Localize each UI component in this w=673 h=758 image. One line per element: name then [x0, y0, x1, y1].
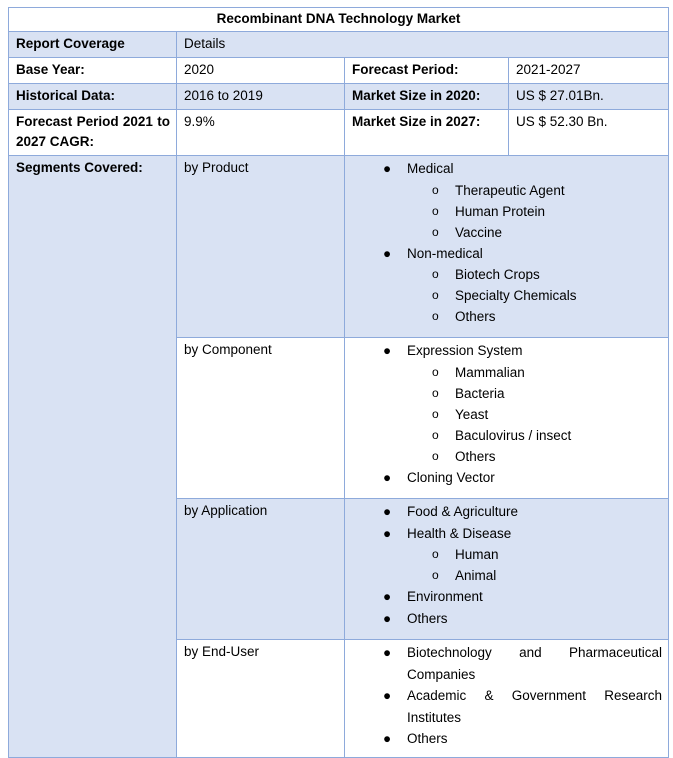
bullet-icon: ●: [383, 161, 392, 176]
sub-list-item-label: Baculovirus / insect: [455, 427, 572, 443]
circle-bullet-icon: o: [432, 224, 439, 239]
list-item-label: Non-medical: [407, 245, 483, 261]
historical-data-value: 2016 to 2019: [177, 84, 345, 110]
market-size-2020-value: US $ 27.01Bn.: [509, 84, 669, 110]
sub-list-item-label: Bacteria: [455, 385, 505, 401]
sub-list-item: [407, 180, 662, 201]
base-year-value: 2020: [177, 58, 345, 84]
segment-group-items: [345, 499, 669, 640]
header-report-coverage: Report Coverage: [9, 32, 177, 58]
sub-list-item: [407, 425, 662, 446]
bullet-icon: ●: [383, 245, 392, 261]
segment-group-name: by Component: [177, 338, 345, 499]
sub-list-item: [407, 285, 662, 306]
sub-list-item-label: Human Protein: [455, 203, 546, 219]
circle-bullet-icon: o: [432, 547, 439, 561]
sub-list-item-label: Yeast: [455, 406, 489, 422]
bullet-icon: ●: [383, 589, 392, 604]
list-item: [352, 608, 662, 630]
list-item: [352, 685, 662, 728]
circle-bullet-icon: o: [432, 267, 439, 281]
market-report-table: [8, 7, 669, 758]
cagr-label: Forecast Period 2021 to 2027 CAGR:: [9, 110, 177, 156]
cagr-value: 9.9%: [177, 110, 345, 156]
historical-data-label: Historical Data:: [9, 84, 177, 110]
list-item: [352, 728, 662, 750]
circle-bullet-icon: o: [432, 203, 439, 218]
bullet-icon: ●: [383, 504, 392, 519]
sub-list-item-label: Others: [455, 448, 496, 464]
sub-list-item-label: Therapeutic Agent: [455, 182, 565, 198]
sub-list-item: [407, 565, 662, 586]
list-item: [352, 642, 662, 685]
sub-list-item: [407, 201, 662, 222]
list-item: [352, 243, 662, 328]
forecast-period-value: 2021-2027: [509, 58, 669, 84]
base-year-label: Base Year:: [9, 58, 177, 84]
segment-group-name: by Product: [177, 156, 345, 338]
sub-list-item-label: Mammalian: [455, 364, 525, 380]
sub-list-item-label: Vaccine: [455, 224, 503, 240]
sub-list-item-label: Others: [455, 309, 496, 324]
sub-list-item-label: Human: [455, 547, 499, 562]
list-item-label: Others: [407, 731, 448, 746]
list-item: [352, 467, 662, 489]
bullet-icon: ●: [383, 731, 392, 746]
list-item-label: Health & Disease: [407, 525, 512, 541]
list-item: [352, 501, 662, 523]
sub-list-item-label: Biotech Crops: [455, 267, 540, 282]
segment-group-name: by End-User: [177, 640, 345, 758]
segment-group-items: [345, 156, 669, 338]
sub-list-item: [407, 544, 662, 565]
list-item: [352, 523, 662, 587]
sub-list-item: [407, 222, 662, 243]
sub-list-item-label: Specialty Chemicals: [455, 288, 577, 303]
circle-bullet-icon: o: [432, 427, 439, 442]
list-item-label: Cloning Vector: [407, 469, 495, 485]
segment-group-items: [345, 640, 669, 758]
bullet-icon: ●: [383, 343, 392, 358]
sub-list-item: [407, 383, 662, 404]
sub-list-item: [407, 264, 662, 285]
segment-group-items: [345, 338, 669, 499]
list-item-label: Academic & Government Research Institutes: [407, 688, 663, 725]
segments-covered-label: Segments Covered:: [9, 156, 177, 758]
sub-list-item: [407, 362, 662, 383]
circle-bullet-icon: o: [432, 309, 439, 323]
header-details: Details: [177, 32, 669, 58]
list-item-label: Environment: [407, 589, 483, 604]
list-item-label: Others: [407, 610, 448, 626]
list-item-label: Medical: [407, 161, 454, 176]
sub-list-item-label: Animal: [455, 568, 497, 583]
bullet-icon: ●: [383, 525, 392, 541]
bullet-icon: ●: [383, 469, 392, 485]
circle-bullet-icon: o: [432, 568, 439, 582]
circle-bullet-icon: o: [432, 364, 439, 379]
list-item-label: Food & Agriculture: [407, 504, 519, 519]
market-size-2020-label: Market Size in 2020:: [345, 84, 509, 110]
forecast-period-label: Forecast Period:: [345, 58, 509, 84]
circle-bullet-icon: o: [432, 406, 439, 421]
sub-list-item: [407, 404, 662, 425]
circle-bullet-icon: o: [432, 385, 439, 400]
list-item: [352, 340, 662, 467]
circle-bullet-icon: o: [432, 448, 439, 463]
list-item-label: Expression System: [407, 343, 523, 358]
bullet-icon: ●: [383, 688, 392, 703]
bullet-icon: ●: [383, 610, 392, 626]
bullet-icon: ●: [383, 645, 392, 660]
market-size-2027-label: Market Size in 2027:: [345, 110, 509, 156]
list-item: [352, 158, 662, 243]
table-title: Recombinant DNA Technology Market: [9, 8, 669, 32]
sub-list-item: [407, 446, 662, 467]
circle-bullet-icon: o: [432, 182, 439, 197]
sub-list-item: [407, 306, 662, 327]
circle-bullet-icon: o: [432, 288, 439, 302]
list-item-label: Biotechnology and Pharmaceutical Companies: [407, 645, 663, 682]
segment-group-name: by Application: [177, 499, 345, 640]
list-item: [352, 586, 662, 608]
market-size-2027-value: US $ 52.30 Bn.: [509, 110, 669, 156]
